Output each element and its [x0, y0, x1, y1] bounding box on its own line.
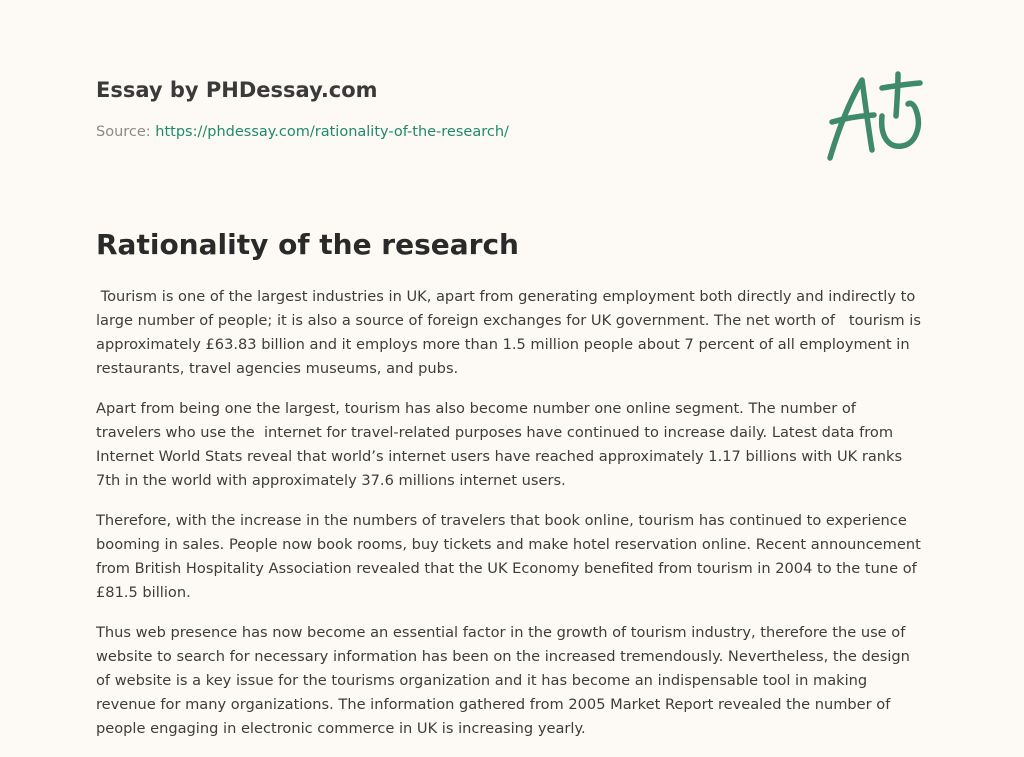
source-link[interactable]: https://phdessay.com/rationality-of-the-research/: [155, 124, 509, 140]
article-body: [96, 285, 924, 757]
essay-header: [96, 76, 796, 142]
paragraph: Apart from being one the largest, tourism has also become number one online segment. The number of travelers who use the internet for travel-related purposes have continued to increase daily. Latest data from Internet World Stats reveal that world’s internet users have reached approximately 1.17 billions with UK ranks 7th in the world with approximately 37.6 millions internet users.: [96, 400, 907, 489]
article-title: Rationality of the research: [96, 228, 519, 261]
paragraph: Therefore, with the increase in the numbers of travelers that book online, tourism has continued to experience booming in sales. People now book rooms, buy tickets and make hotel reservation online. Recent announcement from British Hospitality Association revealed that the UK Economy benefited from tourism in 2004 to the tune of £81.5 billion.: [96, 512, 926, 601]
paragraph: Tourism is one of the largest industries in UK, apart from generating employment both directly and indirectly to large number of people; it is also a source of foreign exchanges for UK government. The net worth of tourism is approximately £63.83 billion and it employs more than 1.5 million people about 7 percent of all employment in restaurants, travel agencies museums, and pubs.: [96, 288, 926, 377]
source-label: Source:: [96, 124, 156, 140]
brand-name: Essay by PHDessay.com: [96, 78, 378, 102]
source-line: [96, 122, 796, 142]
a-plus-logo-icon: [818, 66, 934, 166]
paragraph: Thus web presence has now become an essential factor in the growth of tourism industry, therefore the use of website to search for necessary information has been on the increased tremendously. Nevertheless, the design of website is a key issue for the tourisms organization and it has become an indispensable tool in making revenue for many organizations. The information gathered from 2005 Market Report revealed the number of people engaging in electronic commerce in UK is increasing yearly.: [96, 624, 915, 737]
